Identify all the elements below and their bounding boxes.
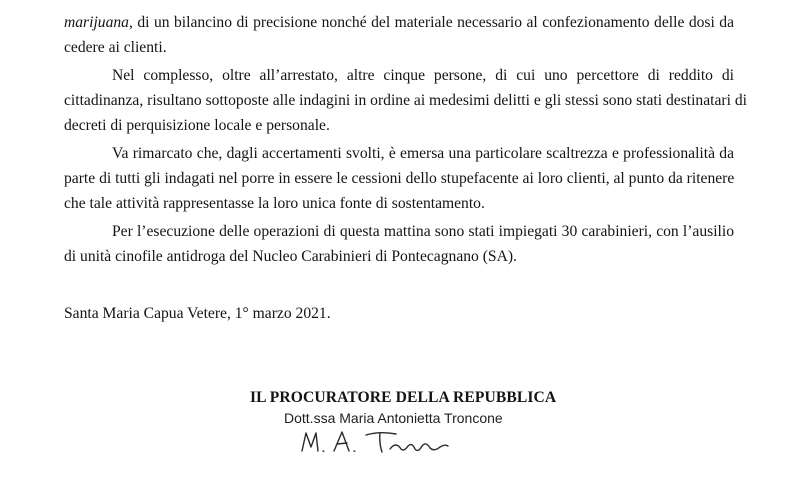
paragraph-2 (64, 63, 747, 139)
paragraph-3 (64, 141, 734, 217)
paragraph-line: cittadinanza, risultano sottoposte alle indagini in ordine ai medesimi delitti e gli stessi sono stati destinatari di (64, 92, 747, 110)
handwritten-signature (300, 427, 450, 455)
line-text: , di un bilancino di precisione nonché del materiale necessario al confezionamento delle dosi da (128, 14, 734, 31)
paragraph-line: decreti di perquisizione locale e personale. (64, 117, 330, 135)
paragraph-line: di unità cinofile antidroga del Nucleo Carabinieri di Pontecagnano (SA). (64, 248, 517, 266)
paragraph-line: parte di tutti gli indagati nel porre in essere le cessioni dello stupefacente ai loro clienti, al punto da ritenere (64, 170, 735, 188)
paragraph-4 (64, 219, 734, 269)
place-and-date: Santa Maria Capua Vetere, 1° marzo 2021. (64, 305, 331, 322)
signatory-title: IL PROCURATORE DELLA REPUBBLICA (250, 389, 557, 406)
paragraph-line: Per l’esecuzione delle operazioni di questa mattina sono stati impiegati 30 carabinieri, con l’ausilio (112, 223, 734, 240)
paragraph-line: che tale attività rappresentasse la loro unica fonte di sostentamento. (64, 195, 485, 213)
paragraph-line (64, 10, 734, 35)
paragraph-line: Nel complesso, oltre all’arrestato, altre cinque persone, di cui uno percettore di reddito di (112, 67, 734, 84)
paragraph-1 (64, 10, 734, 60)
paragraph-line: cedere ai clienti. (64, 39, 167, 57)
paragraph-line: Va rimarcato che, dagli accertamenti svolti, è emersa una particolare scaltrezza e professionalità da (112, 145, 734, 162)
signatory-name: Dott.ssa Maria Antonietta Troncone (284, 410, 503, 426)
italic-term: marijuana (64, 14, 129, 31)
